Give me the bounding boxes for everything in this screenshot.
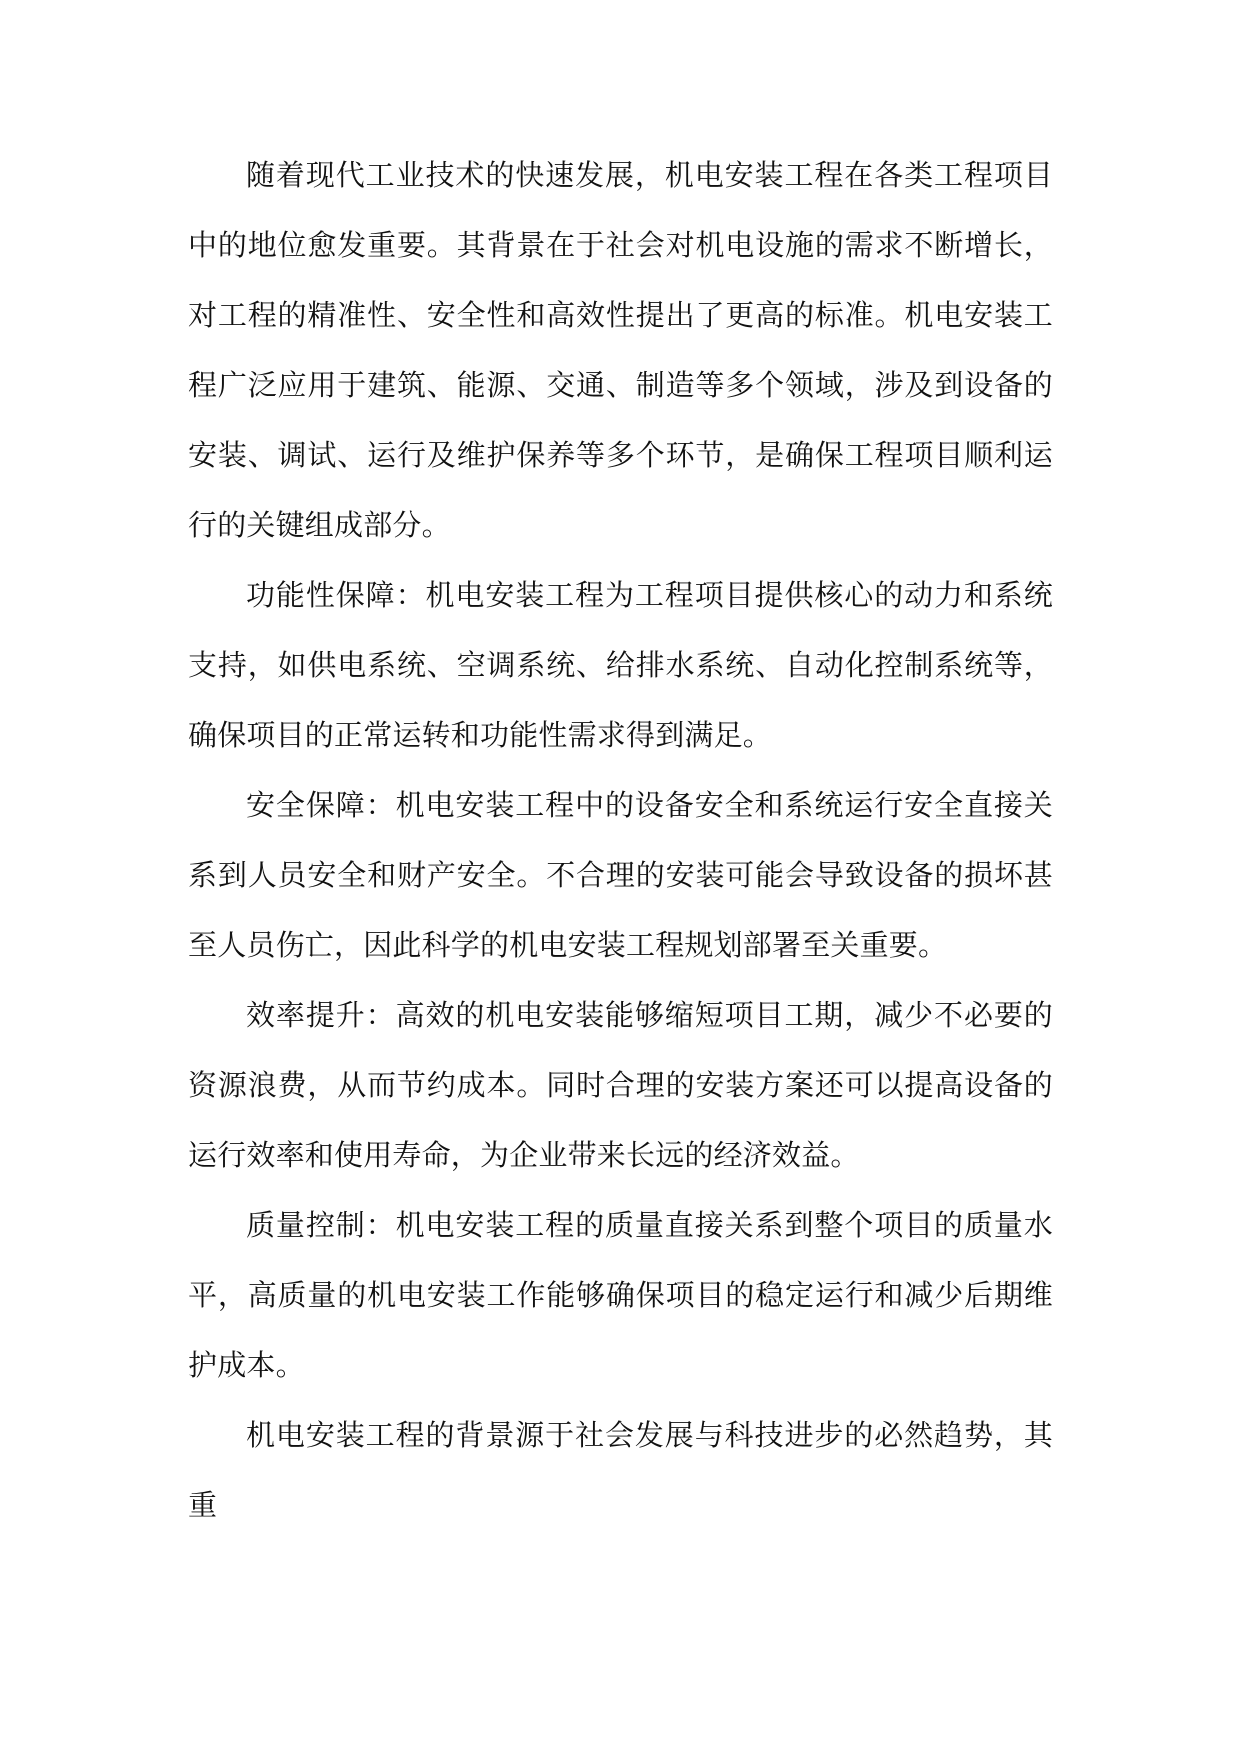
paragraph-background: 随着现代工业技术的快速发展，机电安装工程在各类工程项目中的地位愈发重要。其背景在于社会对机电设施的需求不断增长，对工程的精准性、安全性和高效性提出了更高的标准。机电安装工程广泛应用于建筑、能源、交通、制造等多个领域，涉及到设备的安装、调试、运行及维护保养等多个环节，是确保工程项目顺利运行的关键组成部分。	[188, 158, 1053, 542]
paragraph-conclusion: 机电安装工程的背景源于社会发展与科技进步的必然趋势，其重	[188, 1418, 1053, 1522]
paragraph-functional-guarantee: 功能性保障：机电安装工程为工程项目提供核心的动力和系统支持，如供电系统、空调系统、给排水系统、自动化控制系统等，确保项目的正常运转和功能性需求得到满足。	[188, 578, 1053, 752]
paragraph-quality-control: 质量控制：机电安装工程的质量直接关系到整个项目的质量水平，高质量的机电安装工作能够确保项目的稳定运行和减少后期维护成本。	[188, 1208, 1053, 1382]
document-body	[188, 140, 1053, 1540]
paragraph-safety-guarantee: 安全保障：机电安装工程中的设备安全和系统运行安全直接关系到人员安全和财产安全。不合理的安装可能会导致设备的损坏甚至人员伤亡，因此科学的机电安装工程规划部署至关重要。	[188, 788, 1053, 962]
paragraph-efficiency: 效率提升：高效的机电安装能够缩短项目工期，减少不必要的资源浪费，从而节约成本。同时合理的安装方案还可以提高设备的运行效率和使用寿命，为企业带来长远的经济效益。	[188, 998, 1053, 1172]
